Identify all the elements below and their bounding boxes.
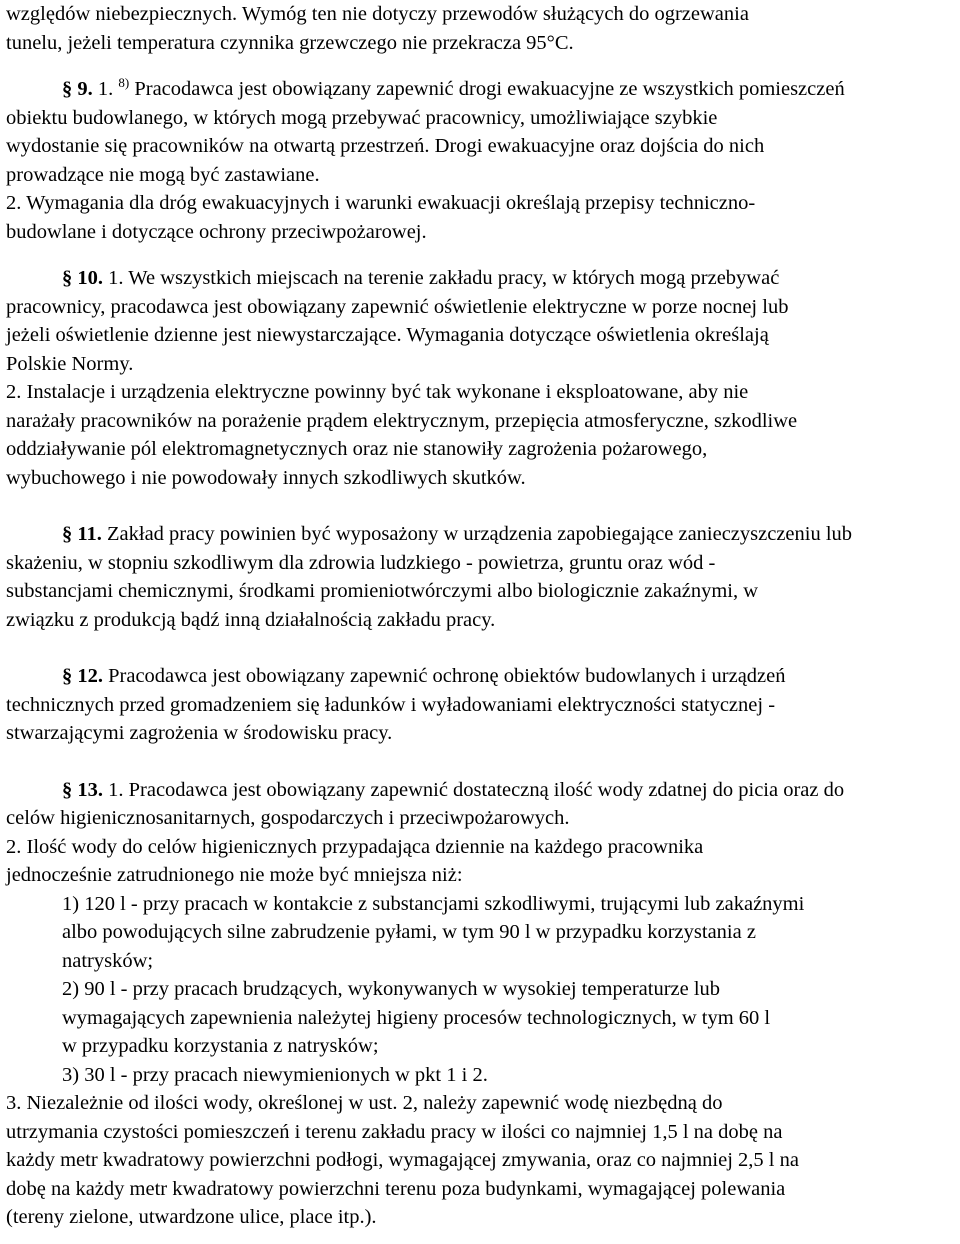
text-line: względów niebezpiecznych. Wymóg ten nie dotyczy przewodów służących do ogrzewania — [6, 3, 749, 25]
continuation-paragraph — [6, 0, 954, 57]
text-line: obiektu budowlanego, w których mogą przebywać pracownicy, umożliwiające szybkie — [6, 106, 718, 129]
section-10-paragraph-2 — [6, 378, 954, 492]
text-line: oddziaływanie pól elektromagnetycznych oraz nie stanowiły zagrożenia pożarowego, — [6, 438, 708, 460]
text-line: wybuchowego i nie powodowały innych szkodliwych skutków. — [6, 466, 526, 489]
text-line: utrzymania czystości pomieszczeń i terenu zakładu pracy w ilości co najmniej 1,5 l na dobę na — [6, 1120, 783, 1143]
paragraph-number: 2. — [6, 381, 22, 403]
footnote-marker: 8) — [118, 75, 130, 90]
text-line: Wymagania dla dróg ewakuacyjnych i warunki ewakuacji określają przepisy techniczno- — [26, 192, 756, 214]
section-11 — [6, 520, 954, 634]
text-line: Niezależnie od ilości wody, określonej w ust. 2, należy zapewnić wodę niezbędną do — [26, 1092, 723, 1114]
section-9-paragraph-1 — [6, 75, 954, 189]
text-line: stwarzającymi zagrożenia w środowisku pracy. — [6, 722, 393, 744]
paragraph-number: 2. — [6, 835, 22, 858]
text-line: narażały pracowników na porażenie prądem elektrycznym, przepięcia atmosferyczne, szkodliwe — [6, 409, 798, 432]
text-line: budowlane i dotyczące ochrony przeciwpożarowej. — [6, 220, 427, 243]
paragraph-number: 1. — [97, 78, 114, 100]
section-13-paragraph-3 — [6, 1089, 954, 1232]
section-number: § 9. — [62, 78, 93, 100]
text-line: 90 l - przy pracach brudzących, wykonywanych w wysokiej temperaturze lub — [84, 978, 721, 1000]
text-line: Instalacje i urządzenia elektryczne powinny być tak wykonane i eksploatowane, aby nie — [26, 381, 749, 403]
text-line: We wszystkich miejscach na terenie zakładu pracy, w których mogą przebywać — [128, 267, 780, 289]
section-12 — [6, 662, 954, 748]
text-line: pracownicy, pracodawca jest obowiązany zapewnić oświetlenie elektryczne w porze nocnej lub — [6, 295, 789, 318]
text-line: związku z produkcją bądź inną działalnością zakładu pracy. — [6, 608, 496, 631]
list-item-label: 3) — [62, 1063, 80, 1086]
section-number: § 12. — [62, 665, 103, 687]
text-line: 30 l - przy pracach niewymienionych w pkt 1 i 2. — [84, 1063, 488, 1086]
text-line: substancjami chemicznymi, środkami promieniotwórczymi albo biologicznie zakaźnymi, w — [6, 580, 759, 602]
text-line: Zakład pracy powinien być wyposażony w urządzenia zapobiegające zanieczyszczeniu lub — [107, 523, 853, 545]
text-line: Pracodawca jest obowiązany zapewnić drogi ewakuacyjne ze wszystkich pomieszczeń — [134, 78, 845, 100]
text-line: Pracodawca jest obowiązany zapewnić dostateczną ilość wody zdatnej do picia oraz do — [128, 778, 845, 801]
text-line: celów higienicznosanitarnych, gospodarczych i przeciwpożarowych. — [6, 807, 570, 829]
text-line: wymagających zapewnienia należytej higieny procesów technologicznych, w tym 60 l — [62, 1006, 771, 1029]
section-9-paragraph-2 — [6, 189, 954, 246]
text-line: Polskie Normy. — [6, 352, 134, 375]
section-number: § 13. — [62, 778, 103, 801]
paragraph-number: 3. — [6, 1092, 22, 1114]
section-10-paragraph-1 — [6, 264, 954, 378]
list-item — [6, 890, 954, 976]
paragraph-number: 1. — [108, 778, 124, 801]
text-line: prowadzące nie mogą być zastawiane. — [6, 163, 320, 186]
list-item — [6, 1061, 954, 1090]
section-13-paragraph-1 — [6, 776, 954, 833]
text-line: Ilość wody do celów higienicznych przypadająca dziennie na każdego pracownika — [26, 835, 704, 858]
text-line: jednocześnie zatrudnionego nie może być mniejsza niż: — [6, 864, 463, 886]
list-item — [6, 975, 954, 1061]
text-line: dobę na każdy metr kwadratowy powierzchni terenu poza budynkami, wymagającej polewania — [6, 1177, 786, 1200]
list-item-label: 2) — [62, 978, 80, 1000]
list-item-label: 1) — [62, 892, 80, 915]
text-line: każdy metr kwadratowy powierzchni podłogi, wymagającej zmywania, oraz co najmniej 2,5 l na — [6, 1149, 799, 1171]
text-line: jeżeli oświetlenie dzienne jest niewystarczające. Wymagania dotyczące oświetlenia określają — [6, 324, 769, 346]
water-quantity-list — [6, 890, 954, 1090]
section-number: § 11. — [62, 523, 102, 545]
text-line: Pracodawca jest obowiązany zapewnić ochronę obiektów budowlanych i urządzeń — [108, 665, 786, 687]
text-line: tunelu, jeżeli temperatura czynnika grzewczego nie przekracza 95°C. — [6, 31, 574, 54]
section-number: § 10. — [62, 267, 103, 289]
text-line: wydostanie się pracowników na otwartą przestrzeń. Drogi ewakuacyjne oraz dojścia do nich — [6, 135, 765, 157]
section-13-paragraph-2 — [6, 833, 954, 890]
paragraph-number: 1. — [108, 267, 124, 289]
paragraph-number: 2. — [6, 192, 22, 214]
text-line: natrysków; — [62, 949, 154, 972]
text-line: (tereny zielone, utwardzone ulice, place itp.). — [6, 1206, 377, 1228]
text-line: albo powodujących silne zabrudzenie pyłami, w tym 90 l w przypadku korzystania z — [62, 921, 756, 943]
text-line: 120 l - przy pracach w kontakcie z substancjami szkodliwymi, trującymi lub zakaźnymi — [84, 892, 805, 915]
text-line: w przypadku korzystania z natrysków; — [62, 1035, 379, 1057]
text-line: technicznych przed gromadzeniem się ładunków i wyładowaniami elektryczności statycznej - — [6, 693, 776, 716]
text-line: skażeniu, w stopniu szkodliwym dla zdrowia ludzkiego - powietrza, gruntu oraz wód - — [6, 551, 716, 574]
